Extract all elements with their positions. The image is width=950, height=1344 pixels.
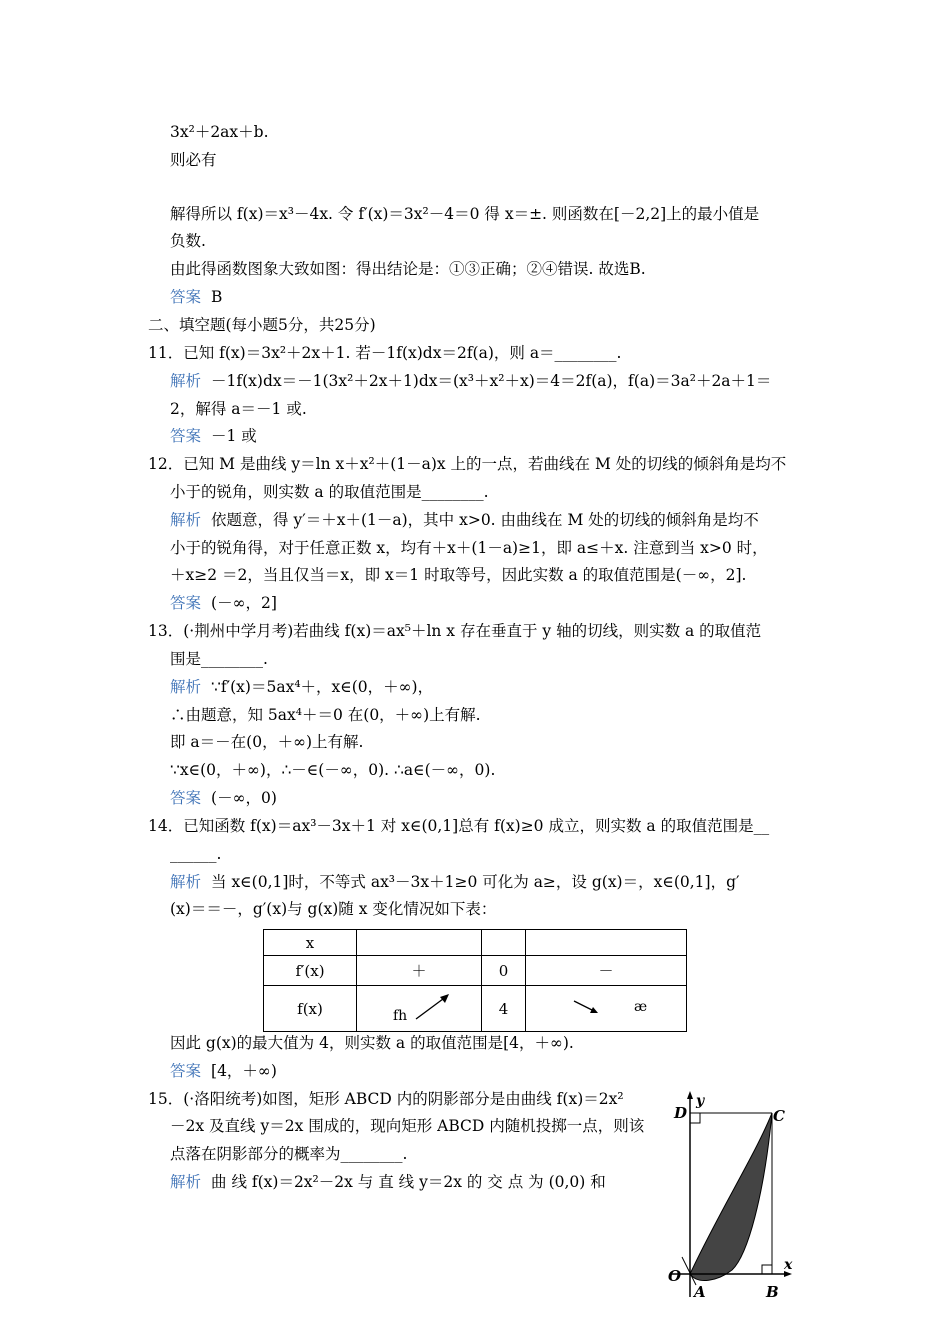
- answer-label: 答案: [170, 288, 202, 306]
- answer-value: (－∞，2]: [211, 594, 277, 612]
- text-line: ______.: [170, 845, 222, 863]
- variation-table: [263, 929, 687, 1032]
- shaded-region: [690, 1113, 772, 1281]
- analysis-label: 解析: [170, 511, 202, 529]
- analysis-line: [170, 676, 433, 698]
- increasing-label: fh: [393, 1008, 408, 1024]
- answer-label: 答案: [170, 594, 202, 612]
- text-line: －2x 及直线 y＝2x 围成的，现向矩形 ABCD 内随机投掷一点，则该: [170, 1117, 645, 1135]
- increasing-cell: [357, 986, 482, 1032]
- point-C-label: C: [773, 1107, 785, 1125]
- point-A-label: A: [694, 1283, 706, 1300]
- analysis-text: ∵f′(x)＝5ax⁴＋，x∈(0，＋∞)，: [211, 678, 434, 696]
- decreasing-label: æ: [634, 999, 648, 1015]
- text-line: ∴由题意，知 5ax⁴＋＝0 在(0，＋∞)上有解.: [170, 706, 481, 724]
- table-cell: x: [264, 930, 357, 956]
- text-line: 2，解得 a＝－1 或.: [170, 400, 307, 418]
- x-axis-label: x: [784, 1257, 793, 1273]
- question-14: 14．已知函数 f(x)＝ax³－3x＋1 对 x∈(0,1]总有 f(x)≥0 成立，则实数 a 的取值范围是__: [148, 817, 770, 835]
- answer-value: (－∞，0): [211, 789, 277, 807]
- answer-value: [4，＋∞): [211, 1062, 277, 1080]
- text-line: 点落在阴影部分的概率为________.: [170, 1145, 408, 1163]
- analysis-label: 解析: [170, 372, 202, 390]
- analysis-label: 解析: [170, 1173, 202, 1191]
- table-cell: [482, 930, 526, 956]
- table-cell: ＋: [357, 956, 482, 986]
- question-11: 11．已知 f(x)＝3x²＋2x＋1. 若－1f(x)dx＝2f(a)，则 a＝________.: [148, 344, 622, 362]
- table-cell: [526, 930, 687, 956]
- text-line: 即 a＝－在(0，＋∞)上有解.: [170, 733, 364, 751]
- point-O-label: O: [668, 1267, 682, 1285]
- table-cell: 4: [482, 986, 526, 1032]
- answer-value: －1 或: [211, 427, 257, 445]
- analysis-line: [170, 370, 771, 392]
- answer-value: B: [211, 288, 223, 306]
- decreasing-cell: [526, 986, 687, 1032]
- answer-label: 答案: [170, 427, 202, 445]
- text-line: 则必有: [170, 151, 217, 169]
- analysis-text: 依题意，得 y′＝＋x＋(1－a)，其中 x>0. 由曲线在 M 处的切线的倾斜角是均不: [211, 511, 759, 529]
- question-15: 15．(·洛阳统考)如图，矩形 ABCD 内的阴影部分是由曲线 f(x)＝2x²: [148, 1090, 624, 1108]
- analysis-line: [170, 871, 740, 893]
- text-line: 小于的锐角得，对于任意正数 x，均有＋x＋(1－a)≥1，即 a≤＋x. 注意到当 x>0 时，: [170, 539, 768, 557]
- table-cell: 0: [482, 956, 526, 986]
- text-line: 负数.: [170, 232, 206, 250]
- rectangle-figure: [660, 1085, 805, 1300]
- analysis-text: 当 x∈(0,1]时，不等式 ax³－3x＋1≥0 可化为 a≥，设 g(x)＝，x∈(0,1]，g′: [211, 873, 740, 891]
- analysis-label: 解析: [170, 873, 202, 891]
- text-line: ∵x∈(0，＋∞)，∴－∈(－∞，0). ∴a∈(－∞，0).: [170, 761, 496, 779]
- text-line: 解得所以 f(x)＝x³－4x. 令 f′(x)＝3x²－4＝0 得 x＝±. 则函数在[－2,2]上的最小值是: [170, 205, 760, 223]
- answer-label: 答案: [170, 1062, 202, 1080]
- table-cell: f′(x): [264, 956, 357, 986]
- text-line: (x)＝＝－，g′(x)与 g(x)随 x 变化情况如下表：: [170, 900, 497, 918]
- answer-label: 答案: [170, 789, 202, 807]
- down-arrow-icon: [572, 997, 602, 1017]
- question-12: 12．已知 M 是曲线 y＝ln x＋x²＋(1－a)x 上的一点，若曲线在 M 处的切线的倾斜角是均不: [148, 455, 787, 473]
- text-line: 围是________.: [170, 650, 268, 668]
- text-line: 小于的锐角，则实数 a 的取值范围是________.: [170, 483, 489, 501]
- up-arrow-icon: [413, 992, 453, 1022]
- text-line: 3x²＋2ax＋b.: [170, 123, 269, 141]
- table-cell: [357, 930, 482, 956]
- section-heading: 二、填空题(每小题5分，共25分): [148, 316, 376, 334]
- text-line: 因此 g(x)的最大值为 4，则实数 a 的取值范围是[4，＋∞).: [170, 1034, 574, 1052]
- text-line: 由此得函数图象大致如图：得出结论是：①③正确；②④错误. 故选B.: [170, 260, 646, 278]
- analysis-line: [170, 1171, 606, 1193]
- analysis-text: 曲 线 f(x)＝2x²－2x 与 直 线 y＝2x 的 交 点 为 (0,0) 和: [211, 1173, 606, 1191]
- text-line: ＋x≥2 ＝2，当且仅当＝x，即 x＝1 时取等号，因此实数 a 的取值范围是(－∞，2].: [170, 566, 747, 584]
- analysis-label: 解析: [170, 678, 202, 696]
- question-13: 13．(·荆州中学月考)若曲线 f(x)＝ax⁵＋ln x 存在垂直于 y 轴的切线，则实数 a 的取值范: [148, 622, 762, 640]
- answer-line: [170, 592, 277, 614]
- y-axis-label: y: [696, 1093, 705, 1109]
- answer-line: [170, 1060, 277, 1082]
- point-B-label: B: [766, 1283, 779, 1300]
- analysis-text: －1f(x)dx＝－1(3x²＋2x＋1)dx＝(x³＋x²＋x)＝4＝2f(a)，f(a)＝3a²＋2a＋1＝: [211, 372, 772, 390]
- answer-line: [170, 286, 222, 308]
- table-cell: －: [526, 956, 687, 986]
- answer-line: [170, 425, 257, 447]
- analysis-line: [170, 509, 759, 531]
- answer-line: [170, 787, 277, 809]
- point-D-label: D: [674, 1104, 688, 1122]
- table-cell: f(x): [264, 986, 357, 1032]
